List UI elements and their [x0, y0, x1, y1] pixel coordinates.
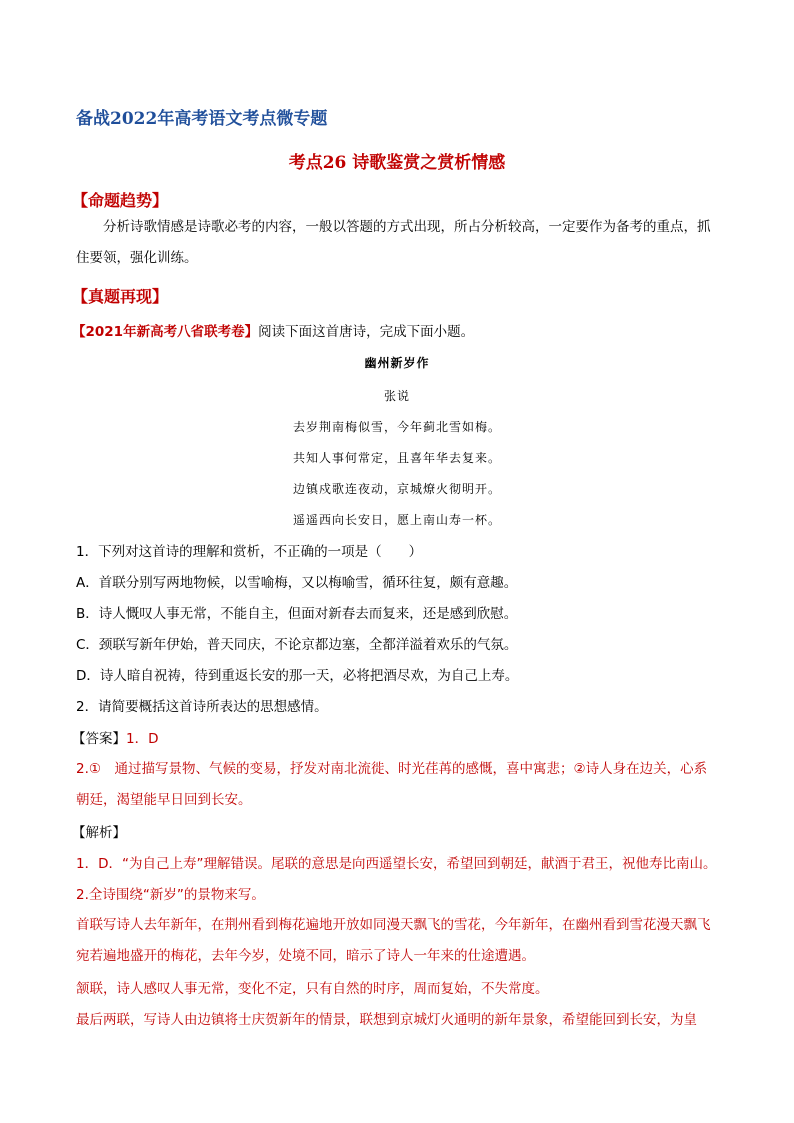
answer-line: [72, 729, 158, 749]
analysis-paragraph-3: 最后两联，写诗人由边镇将士庆贺新年的情景，联想到京城灯火通明的新年景象，希望能回到长安，为皇: [76, 1012, 697, 1028]
option-b: B．诗人慨叹人事无常，不能自主，但面对新春去而复来，还是感到欣慰。: [76, 606, 518, 622]
analysis-item-1: 1．D．“为自己上寿”理解错误。尾联的意思是向西遥望长安，希望回到朝廷，献酒于君王，祝他寿比南山。: [76, 856, 717, 872]
source-label: 【2021年新高考八省联考卷】: [72, 324, 259, 340]
analysis-paragraph-1: 首联写诗人去年新年，在荆州看到梅花遍地开放如同漫天飘飞的雪花，今年新年，在幽州看到雪花漫天飘飞宛若遍地盛开的梅花，去年今岁，处境不同，暗示了诗人一年来的仕途遭遇。: [76, 917, 711, 964]
question-1: 1．下列对这首诗的理解和赏析，不正确的一项是（ ）: [76, 544, 423, 560]
series-title: 备战2022年高考语文考点微专题: [76, 109, 328, 129]
trend-paragraph: 分析诗歌情感是诗歌必考的内容，一般以答题的方式出现，所占分析较高，一定要作为备考的重点，抓住要领，强化训练。: [76, 219, 711, 266]
analysis-item-2: 2.全诗围绕“新岁”的景物来写。: [76, 887, 265, 903]
analysis-paragraph-2: 颔联，诗人感叹人事无常，变化不定，只有自然的时序，周而复始，不失常度。: [76, 981, 549, 997]
document-title: 考点26 诗歌鉴赏之赏析情感: [288, 153, 506, 173]
answer-2: 2.① 通过描写景物、气候的变易，抒发对南北流徙、时光荏苒的感慨，喜中寓悲；②诗人身在边关，心系朝廷，渴望能早日回到长安。: [76, 761, 708, 808]
trend-heading: 【命题趋势】: [72, 191, 169, 210]
real-heading: 【真题再现】: [72, 287, 169, 306]
option-a: A．首联分别写两地物候，以雪喻梅，又以梅喻雪，循环往复，颇有意趣。: [76, 575, 518, 591]
analysis-heading: 【解析】: [72, 825, 126, 841]
poem-title: 幽州新岁作: [364, 356, 430, 370]
poem-line: 去岁荆南梅似雪，今年蓟北雪如梅。: [292, 420, 501, 434]
source-line: [72, 322, 474, 342]
poem-author: 张说: [383, 389, 410, 403]
answer-1: 1．D: [126, 731, 159, 747]
source-intro: 阅读下面这首唐诗，完成下面小题。: [258, 324, 475, 340]
option-c: C．颈联写新年伊始，普天同庆，不论京都边塞，全都洋溢着欢乐的气氛。: [76, 637, 518, 653]
poem-line: 边镇戍歌连夜动，京城燎火彻明开。: [292, 482, 501, 496]
option-d: D．诗人暗自祝祷，待到重返长安的那一天，必将把酒尽欢，为自己上寿。: [76, 668, 519, 684]
poem-line: 共知人事何常定，且喜年华去复来。: [292, 451, 501, 465]
poem-line: 遥遥西向长安日，愿上南山寿一杯。: [292, 513, 501, 527]
answer-heading: 【答案】: [72, 731, 126, 747]
question-2: 2．请简要概括这首诗所表达的思想感情。: [76, 699, 328, 715]
